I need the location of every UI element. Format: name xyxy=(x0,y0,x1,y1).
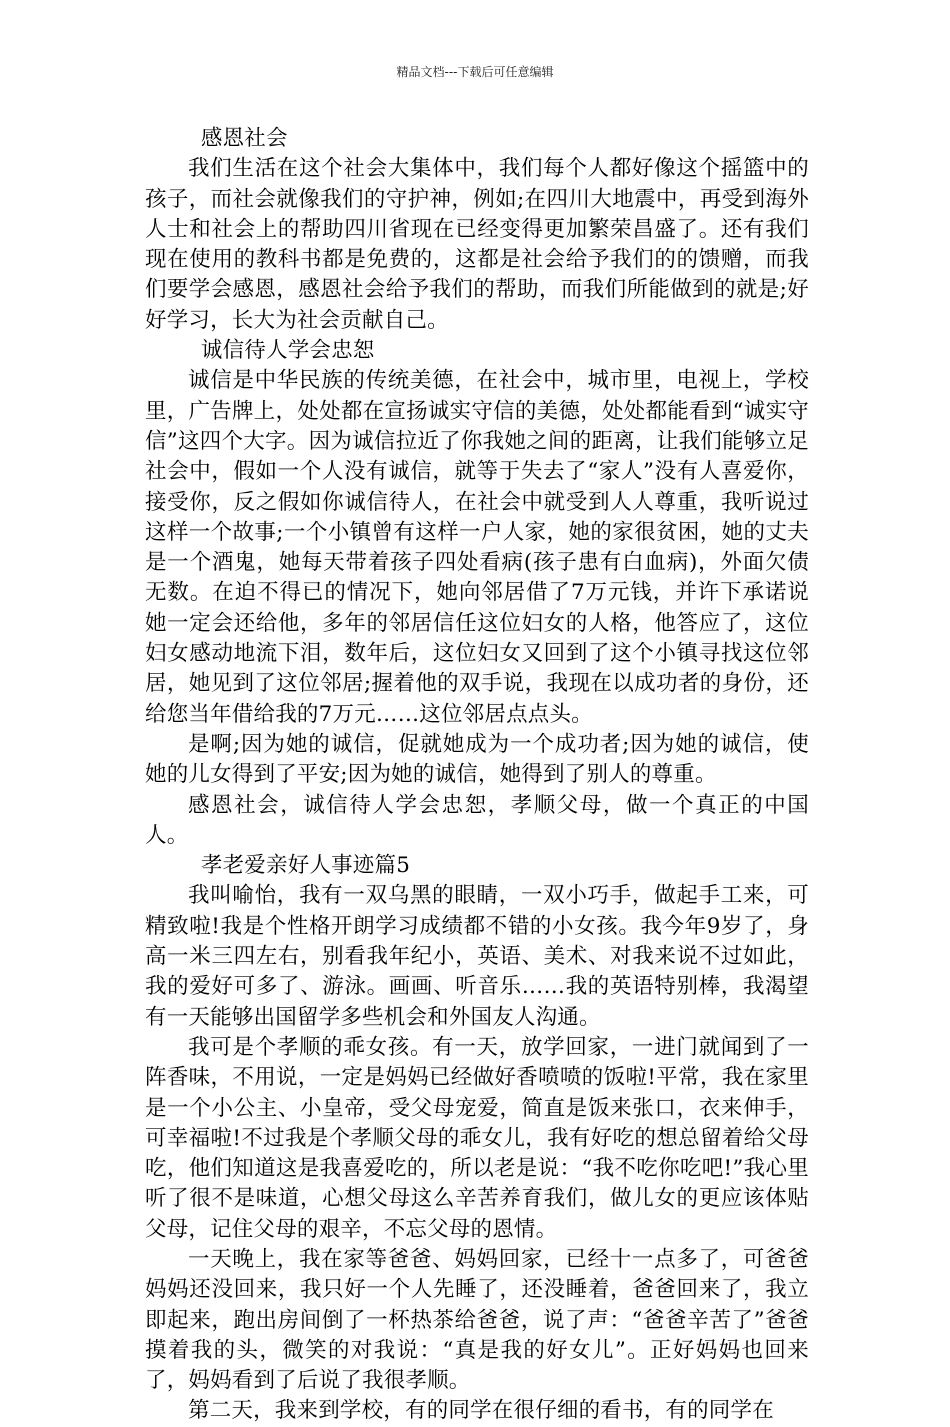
paragraph: 我可是个孝顺的乖女孩。有一天，放学回家，一进门就闻到了一阵香味，不用说，一定是妈妈已经做好香喷喷的饭啦!平常，我在家里是一个小公主、小皇帝，受父母宠爱，简直是饭来张口，衣来伸手，可幸福啦!不过我是个孝顺父母的乖女儿，我有好吃的想总留着给父母吃，他们知道这是我喜爱吃的，所以老是说：“我不吃你吃吧!”我心里听了很不是味道，心想父母这么辛苦养育我们，做儿女的更应该体贴父母，记住父母的艰辛，不忘父母的恩情。 xyxy=(145,1034,809,1242)
paragraph: 是啊;因为她的诚信，促就她成为一个成功者;因为她的诚信，使她的儿女得到了平安;因为她的诚信，她得到了别人的尊重。 xyxy=(145,731,809,788)
section-title: 感恩社会 xyxy=(200,126,288,151)
paragraph: 我们生活在这个社会大集体中，我们每个人都好像这个摇篮中的孩子，而社会就像我们的守护神，例如;在四川大地震中，再受到海外人士和社会上的帮助四川省现在已经变得更加繁荣昌盛了。还有我们现在使用的教科书都是免费的，这都是社会给予我们的的馈赠，而我们要学会感恩，感恩社会给予我们的帮助，而我们所能做到的就是;好好学习，长大为社会贡献自己。 xyxy=(145,156,809,333)
paragraph: 一天晚上，我在家等爸爸、妈妈回家，已经十一点多了，可爸爸妈妈还没回来，我只好一个人先睡了，还没睡着，爸爸回来了，我立即起来，跑出房间倒了一杯热茶给爸爸，说了声：“爸爸辛苦了”爸爸摸着我的头，微笑的对我说：“真是我的好女儿”。正好妈妈也回来了，妈妈看到了后说了我很孝顺。 xyxy=(145,1246,809,1394)
paragraph: 我叫喻怡，我有一双乌黑的眼睛，一双小巧手，做起手工来，可精致啦!我是个性格开朗学习成绩都不错的小女孩。我今年9岁了，身高一米三四左右，别看我年纪小，英语、美术、对我来说不过如此，我的爱好可多了、游泳。画画、听音乐……我的英语特别棒，我渴望有一天能够出国留学多些机会和外国友人沟通。 xyxy=(145,883,809,1030)
document-body xyxy=(145,124,809,1427)
paragraph: 第二天，我来到学校，有的同学在很仔细的看书，有的同学在 xyxy=(188,1398,774,1424)
section-title: 诚信待人学会忠恕 xyxy=(200,338,375,364)
page-header: 精品文档---下载后可任意编辑 xyxy=(396,65,554,79)
paragraph: 感恩社会，诚信待人学会忠恕，孝顺父母，做一个真正的中国人。 xyxy=(145,792,809,848)
section-title: 孝老爱亲好人事迹篇5 xyxy=(200,853,411,879)
paragraph: 诚信是中华民族的传统美德，在社会中，城市里，电视上，学校里，广告牌上，处处都在宣扬诚实守信的美德，处处都能看到“诚实守信”这四个大字。因为诚信拉近了你我她之间的距离，让我们能够立足社会中，假如一个人没有诚信，就等于失去了“家人”没有人喜爱你，接受你，反之假如你诚信待人，在社会中就受到人人尊重，我听说过这样一个故事;一个小镇曾有这样一户人家，她的家很贫困，她的丈夫是一个酒鬼，她每天带着孩子四处看病(孩子患有白血病)，外面欠债无数。在迫不得已的情况下，她向邻居借了7万元钱，并许下承诺说她一定会还给他，多年的邻居信任这位妇女的人格，他答应了，这位妇女感动地流下泪，数年后，这位妇女又回到了这个小镇寻找这位邻居，她见到了这位邻居;握着他的双手说，我现在以成功者的身份，还给您当年借给我的7万元……这位邻居点点头。 xyxy=(145,368,809,727)
